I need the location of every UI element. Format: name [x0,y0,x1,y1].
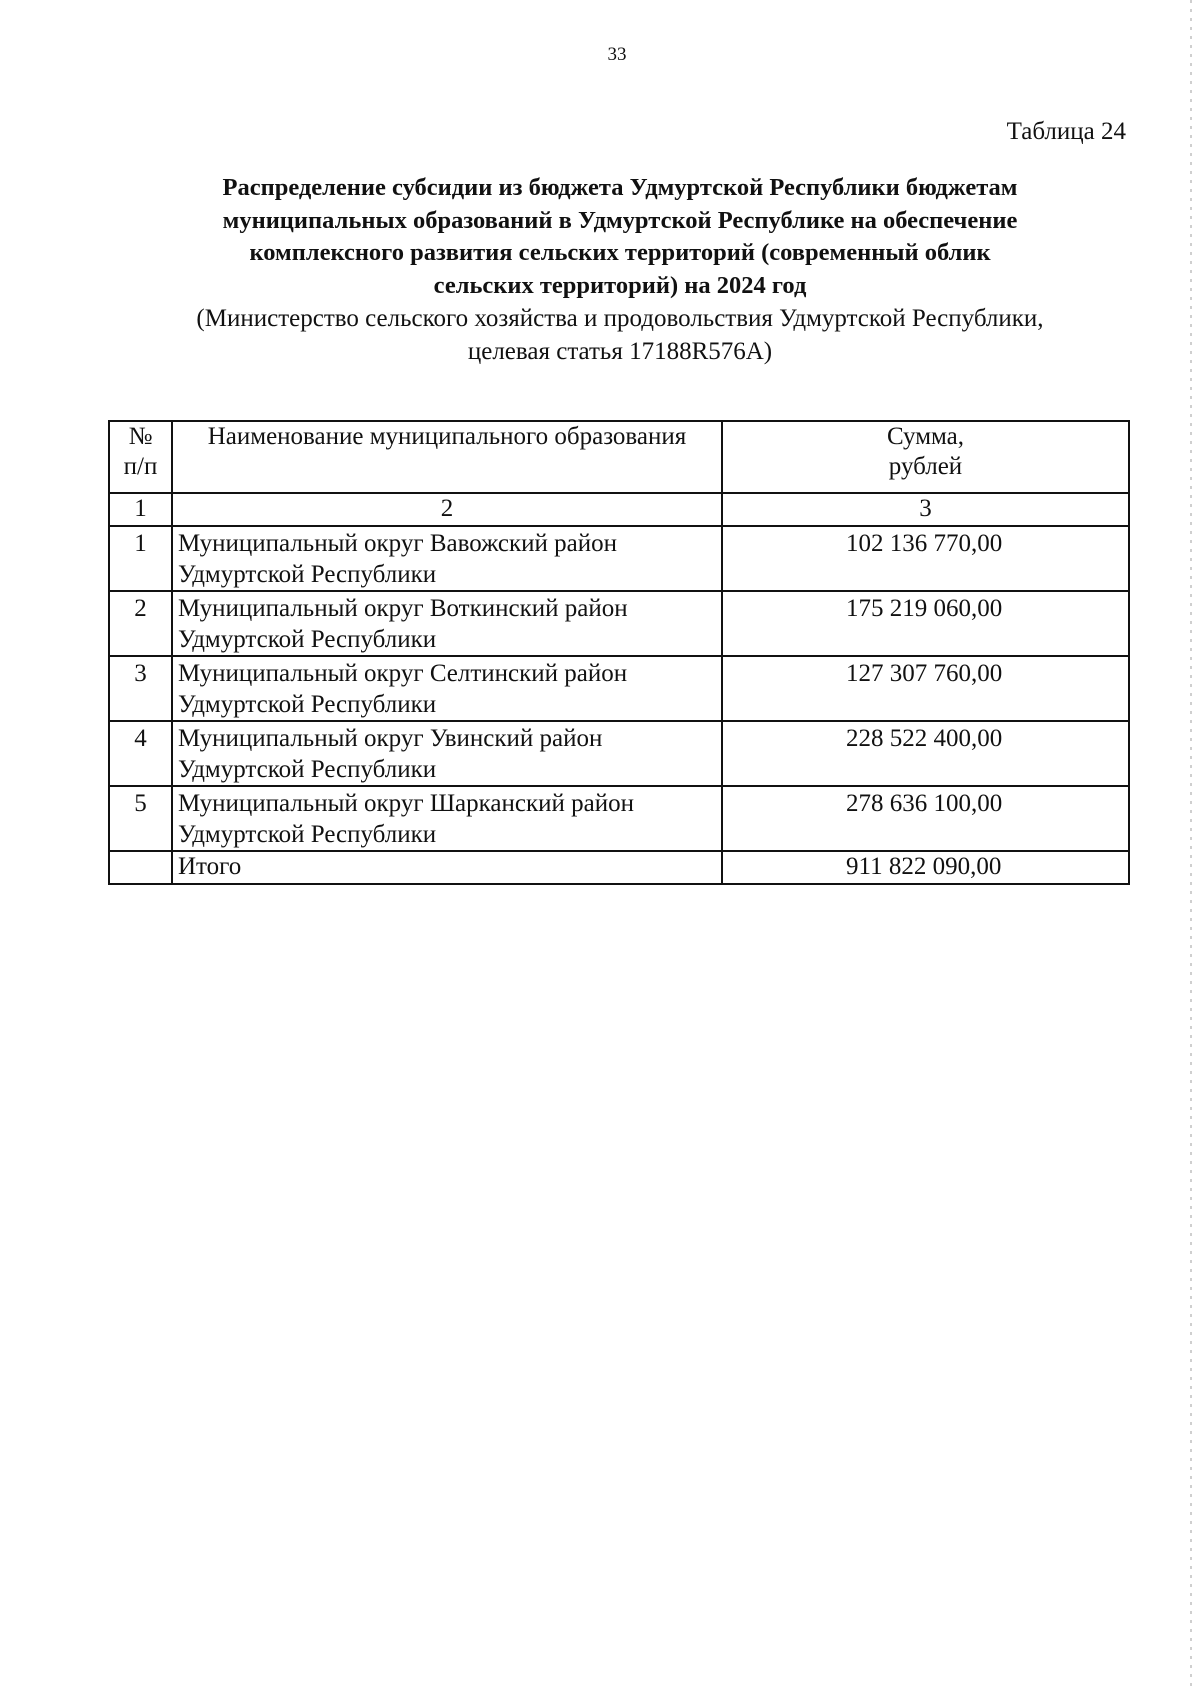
row-name [172,721,722,786]
header-sum-cell [722,421,1129,493]
row-sum: 102 136 770,00 [722,526,1129,591]
table-row [109,786,1129,851]
row-name-line: Удмуртской Республики [178,691,437,718]
title-line: муниципальных образований в Удмуртской Республике на обеспечение [222,206,1018,234]
total-label: Итого [172,851,722,884]
row-name-line: Муниципальный округ Шарканский район [178,790,634,817]
document-title [120,172,1120,368]
total-empty-cell [109,851,172,884]
title-line: Распределение субсидии из бюджета Удмуртской Республики бюджетам [222,174,1018,201]
title-line: комплексного развития сельских территорий (современный облик [249,239,991,266]
row-name-line: Муниципальный округ Увинский район [178,725,603,752]
title-line: сельских территорий) на 2024 год [433,271,807,299]
row-sum: 127 307 760,00 [722,656,1129,721]
row-name-line: Муниципальный округ Вавожский район [178,530,618,557]
column-numbers-row [109,493,1129,526]
column-number: 3 [722,493,1129,526]
row-name [172,526,722,591]
subtitle-line: (Министерство сельского хозяйства и продовольствия Удмуртской Республики, [196,305,1044,332]
row-sum: 228 522 400,00 [722,721,1129,786]
table-row [109,721,1129,786]
row-name [172,786,722,851]
row-name [172,591,722,656]
column-number: 2 [172,493,722,526]
header-name-cell: Наименование муниципального образования [172,421,722,493]
table-row [109,526,1129,591]
table-row [109,656,1129,721]
total-sum: 911 822 090,00 [722,851,1129,884]
row-name-line: Удмуртской Республики [178,756,437,783]
header-num-symbol: № [128,423,153,450]
header-sum-unit: рублей [888,453,963,480]
row-number: 1 [109,526,172,591]
table-header-row [109,421,1129,493]
page-number: 33 [607,44,627,65]
table-row [109,591,1129,656]
row-name-line: Удмуртской Республики [178,821,437,848]
header-sum-label: Сумма, [886,423,965,450]
header-num-cell [109,421,172,493]
row-sum: 278 636 100,00 [722,786,1129,851]
row-sum: 175 219 060,00 [722,591,1129,656]
row-name-line: Муниципальный округ Воткинский район [178,595,628,622]
row-number: 4 [109,721,172,786]
row-number: 2 [109,591,172,656]
subsidy-table [108,420,1130,885]
row-name-line: Удмуртской Республики [178,626,437,653]
subtitle-line: целевая статья 17188R576A) [467,338,773,365]
scan-edge-artifact [1190,0,1192,1686]
table-label: Таблица 24 [1006,118,1126,145]
row-number: 3 [109,656,172,721]
row-name [172,656,722,721]
total-row [109,851,1129,884]
row-number: 5 [109,786,172,851]
column-number: 1 [109,493,172,526]
header-num-abbrev: п/п [123,453,158,480]
row-name-line: Муниципальный округ Селтинский район [178,660,628,687]
row-name-line: Удмуртской Республики [178,561,437,588]
